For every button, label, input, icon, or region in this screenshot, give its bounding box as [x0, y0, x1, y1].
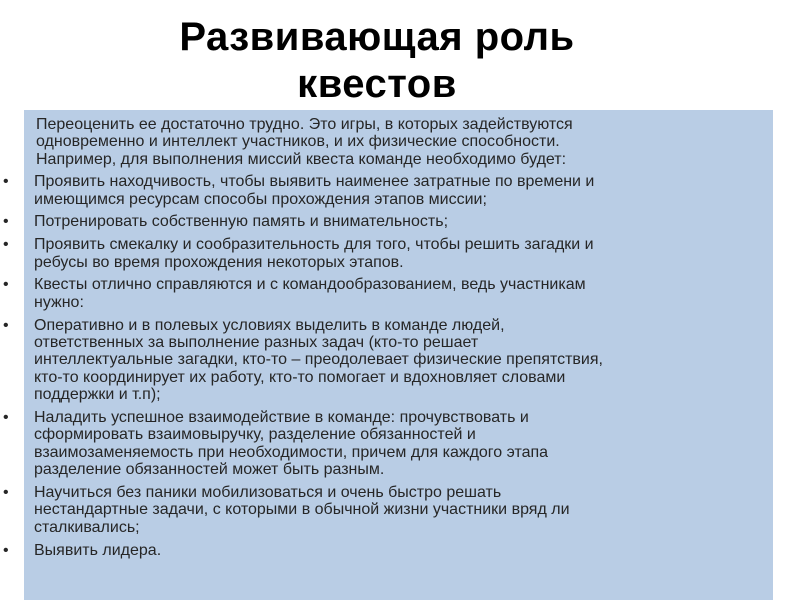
content-panel: [3, 110, 773, 600]
bullet-text: Выявить лидера.: [34, 541, 162, 559]
bullet-marker: •: [3, 236, 9, 254]
content-text: [3, 116, 773, 564]
bullet-marker: •: [3, 316, 9, 334]
bullet-text: Потренировать собственную память и внимательность;: [34, 213, 449, 231]
bullet-marker: •: [3, 213, 9, 231]
bullet-item: [3, 236, 773, 271]
bullet-item: [3, 276, 773, 311]
bullet-text: Оперативно и в полевых условиях выделить в команде людей, ответственных за выполнение разных задач (кто-то решает интеллектуальные загадки, кто-то – преодолевает физические препятствия, кто-то координирует их работу, кто-то помогает и вдохновляет словами поддержки и т.п);: [34, 316, 603, 404]
bullet-marker: •: [3, 541, 9, 559]
bullet-marker: •: [3, 484, 9, 502]
bullet-marker: •: [3, 409, 9, 427]
bullet-item: [3, 409, 773, 479]
bullet-text: Квесты отлично справляются и с командообразованием, ведь участникам нужно:: [34, 276, 586, 311]
bullet-text: Научиться без паники мобилизоваться и очень быстро решать нестандартные задачи, с которыми в обычной жизни участники вряд ли сталкивались;: [34, 484, 570, 536]
bullet-item: [3, 541, 773, 559]
bullet-text: Проявить смекалку и сообразительность для того, чтобы решить загадки и ребусы во время прохождения некоторых этапов.: [34, 236, 594, 271]
bullet-item: [3, 316, 773, 404]
bullet-text: Наладить успешное взаимодействие в команде: прочувствовать и сформировать взаимовыручку, разделение обязанностей и взаимозаменяемость при необходимости, причем для каждого этапа разделение обязанностей может быть разным.: [34, 409, 549, 479]
slide-title: Развивающая роль квестов: [179, 15, 575, 106]
intro-paragraph: Переоценить ее достаточно трудно. Это игры, в которых задействуются одновременно и интеллект участников, и их физические способности. Например, для выполнения миссий квеста команде необходимо будет:: [36, 116, 573, 168]
bullet-marker: •: [3, 276, 9, 294]
bullet-item: [3, 484, 773, 536]
bullet-marker: •: [3, 173, 9, 191]
bullet-item: [3, 213, 773, 231]
bullet-text: Проявить находчивость, чтобы выявить наименее затратные по времени и имеющимся ресурсам способы прохождения этапов миссии;: [34, 173, 595, 208]
bullet-item: [3, 173, 773, 208]
bullet-list: [3, 173, 773, 559]
